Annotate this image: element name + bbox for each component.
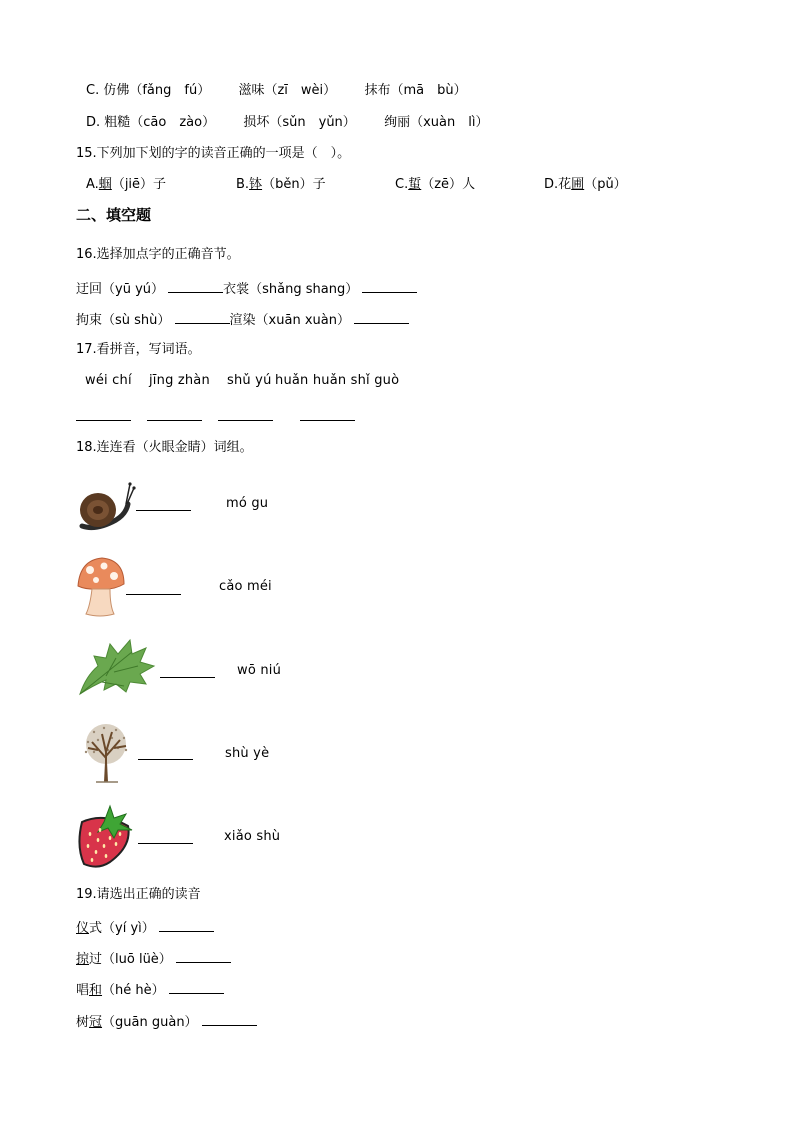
- q17-pinyin-3: shǔ yú: [227, 373, 272, 388]
- q14-c-part3: 抹布（mā bù）: [364, 83, 467, 98]
- underlined-char: 掠: [76, 952, 90, 967]
- q19-item-1: 仪式（yí yì）: [76, 917, 214, 938]
- q18-stem: 18.连连看（火眼金睛）词组。: [76, 440, 253, 455]
- q18-pinyin-3: wō niú: [237, 663, 282, 678]
- strawberry-icon: [74, 802, 138, 870]
- answer-blank[interactable]: [126, 580, 181, 595]
- q15-option-d: D.花圃（pǔ）: [544, 177, 627, 192]
- answer-blank[interactable]: [175, 309, 230, 324]
- q18-pinyin-5: xiǎo shù: [224, 829, 281, 844]
- answer-blank[interactable]: [354, 309, 409, 324]
- q19-stem: 19.请选出正确的读音: [76, 887, 201, 902]
- q15-stem: 15.下列加下划的字的读音正确的一项是（ ）。: [76, 146, 351, 161]
- answer-blank[interactable]: [76, 406, 131, 421]
- underlined-char: 钵: [249, 177, 263, 192]
- q14-d-part2: 损坏（sǔn yǔn）: [243, 115, 356, 130]
- answer-blank[interactable]: [168, 278, 223, 293]
- q19-item-3: 唱和（hé hè）: [76, 979, 224, 1000]
- q19-item-2: 掠过（luō lüè）: [76, 948, 231, 969]
- q17-pinyin-2: jīng zhàn: [149, 373, 210, 388]
- answer-blank[interactable]: [169, 979, 224, 994]
- q18-pinyin-2: cǎo méi: [219, 579, 272, 594]
- q14-d-part1: D. 粗糙（cāo zào）: [86, 115, 216, 130]
- q17-stem: 17.看拼音，写词语。: [76, 342, 201, 357]
- answer-blank[interactable]: [300, 406, 355, 421]
- q14-d-part3: 绚丽（xuàn lì）: [384, 115, 489, 130]
- answer-blank[interactable]: [147, 406, 202, 421]
- q14-c-part1: C. 仿佛（fǎng fú）: [86, 83, 211, 98]
- answer-blank[interactable]: [362, 278, 417, 293]
- answer-blank[interactable]: [136, 496, 191, 511]
- answer-blank[interactable]: [160, 663, 215, 678]
- underlined-char: 冠: [89, 1015, 103, 1030]
- answer-blank[interactable]: [218, 406, 273, 421]
- q14-option-c: [86, 82, 467, 100]
- tree-icon: [74, 722, 138, 784]
- answer-blank[interactable]: [202, 1011, 257, 1026]
- q17-pinyin-4: huǎn huǎn shǐ guò: [275, 373, 400, 388]
- mushroom-icon: [74, 556, 126, 618]
- q19-item-4: 树冠（guān guàn）: [76, 1011, 257, 1032]
- q15-option-c: C.蜇（zē）人: [395, 177, 476, 192]
- answer-blank[interactable]: [138, 745, 193, 760]
- answer-blank[interactable]: [159, 917, 214, 932]
- underlined-char: 和: [89, 983, 103, 998]
- answer-blank[interactable]: [176, 948, 231, 963]
- snail-icon: [76, 474, 136, 532]
- q16-stem: 16.选择加点字的正确音节。: [76, 247, 240, 262]
- section-title: 二、填空题: [76, 206, 152, 224]
- leaf-icon: [76, 636, 156, 698]
- q14-c-part2: 滋味（zī wèi）: [238, 83, 337, 98]
- underlined-char: 蝈: [98, 177, 112, 192]
- q15-option-a: A.蝈（jiē）子: [86, 177, 167, 192]
- underlined-char: 圃: [571, 177, 585, 192]
- q18-pinyin-1: mó gu: [226, 496, 269, 511]
- q17-pinyin-1: wéi chí: [85, 373, 132, 388]
- q16-row2: 拘束（sù shù） 渲染（xuān xuàn）: [76, 309, 409, 330]
- underlined-char: 仪: [76, 921, 90, 936]
- underlined-char: 蜇: [408, 177, 422, 192]
- q15-option-b: B.钵（běn）子: [236, 177, 326, 192]
- q16-row1: 迂回（yū yú） 衣裳（shǎng shang）: [76, 278, 417, 299]
- answer-blank[interactable]: [138, 829, 193, 844]
- q18-pinyin-4: shù yè: [225, 746, 270, 761]
- q14-option-d: [86, 114, 488, 132]
